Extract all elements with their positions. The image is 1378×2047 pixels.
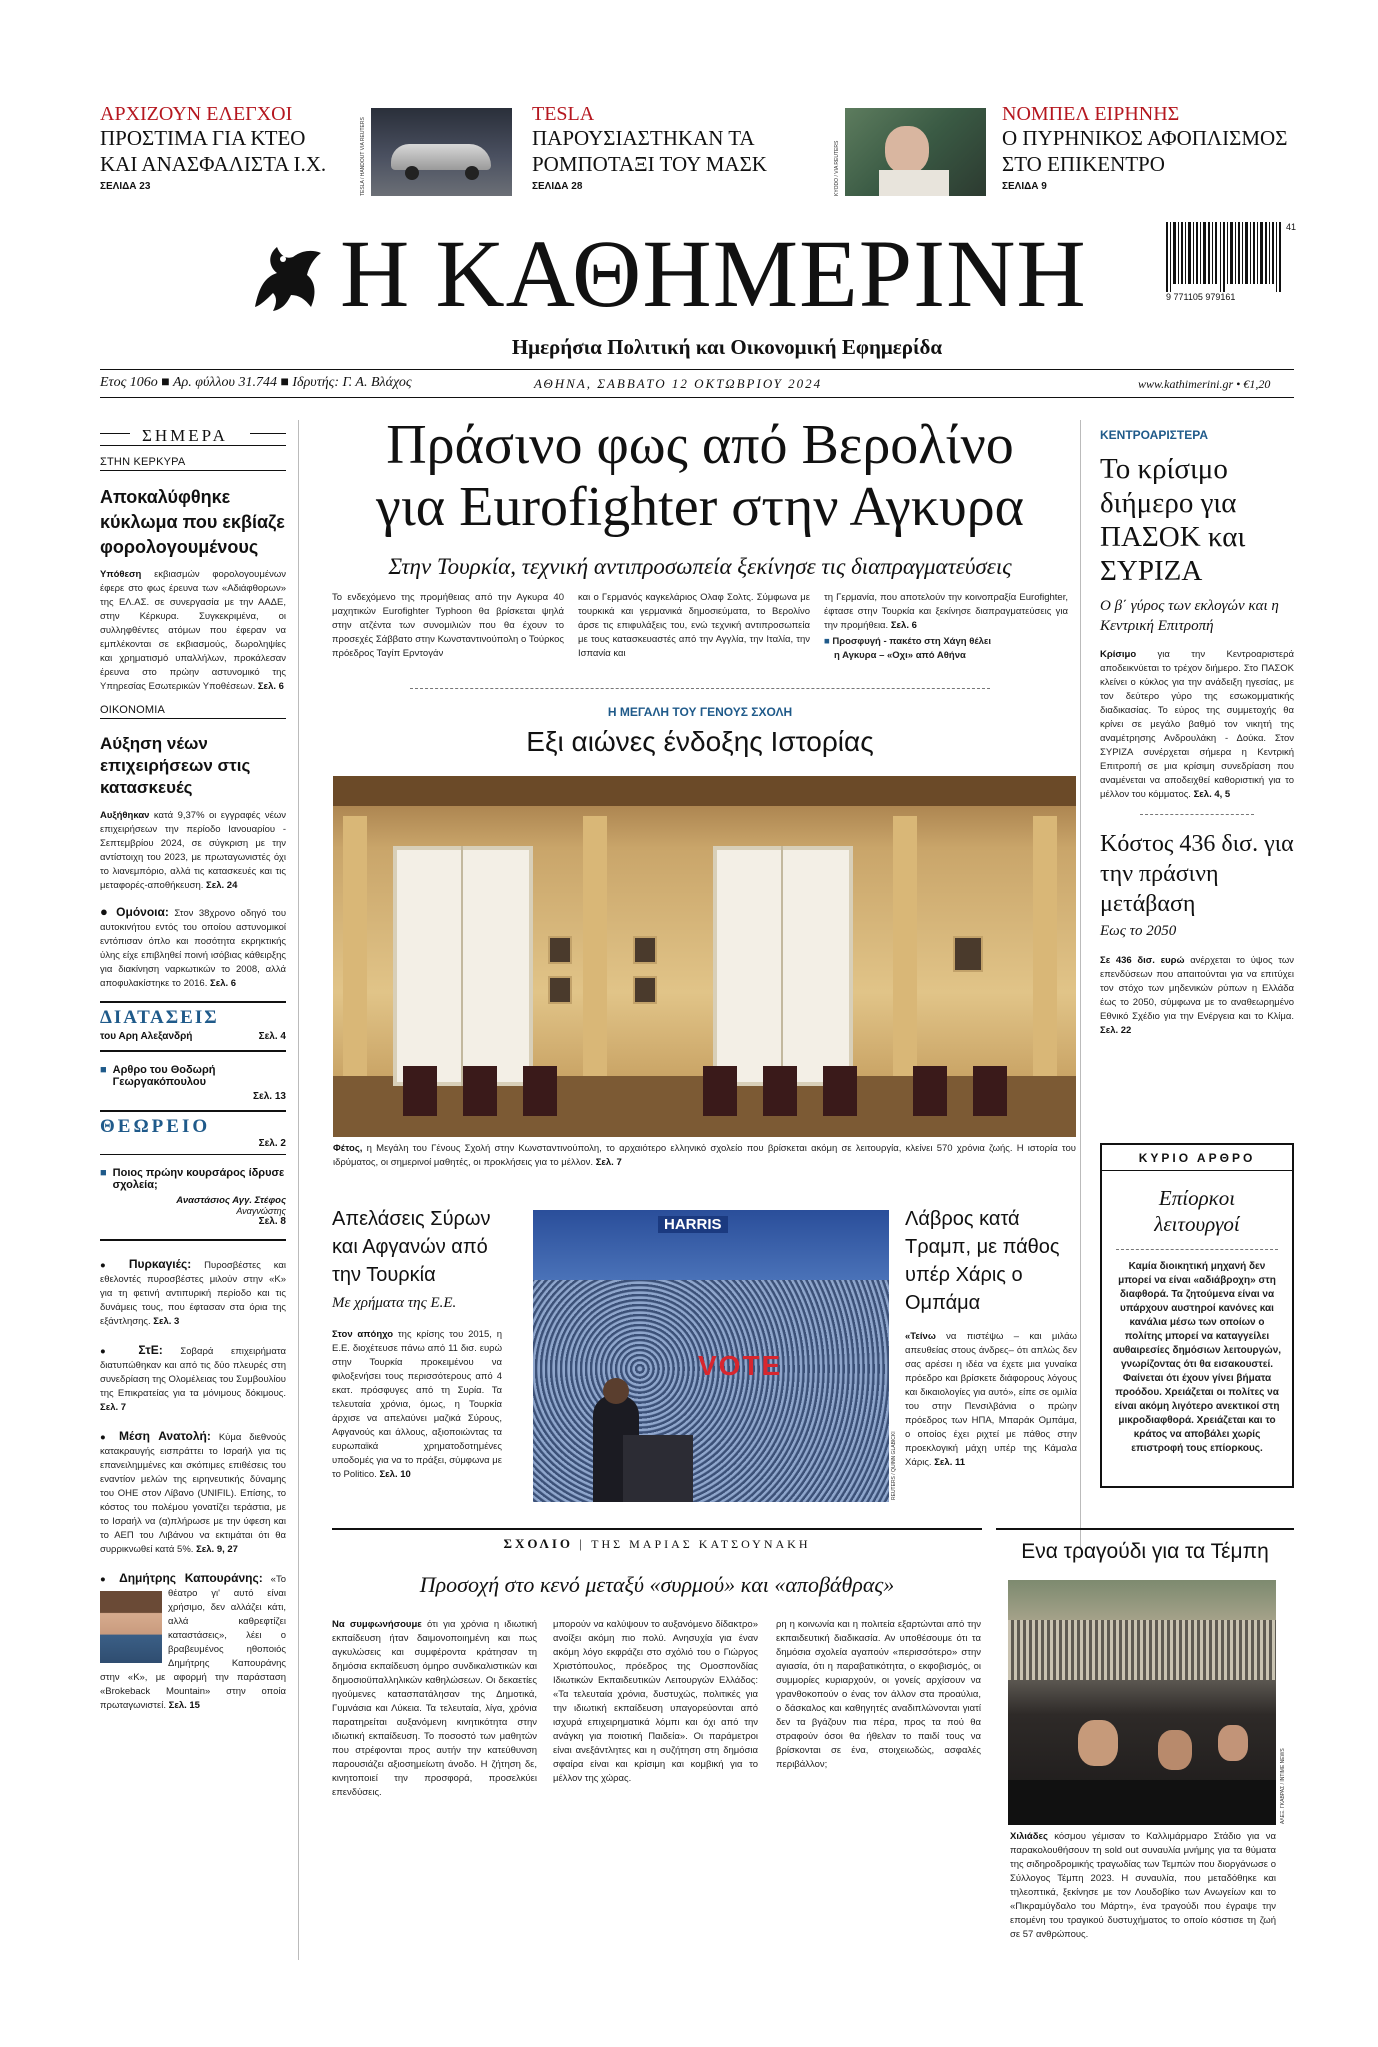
dateline-top-rule xyxy=(100,369,1294,370)
syrians-text: Στον απόηχο της κρίσης του 2015, η Ε.Ε. διοχέτευσε πάνω από 11 δισ. ευρώ στην Τουρκία προκειμένου να φιλοξενήσει τους περισσότερους από 4 εκατ. πρόσφυγες από τη Συρία. Τα τελευταία χρόνια, όμως, η Τουρκία άρχισε να απελαύνει μαζικά Σύρους, Αφγανούς και άλλους, αξιοποιώντας τα ευρωπαϊκά χρηματοδοτημένες υποδομές για να το πράξει, σύμφωνα με το Politico. Σελ. 10 xyxy=(332,1329,502,1480)
tempi-photo xyxy=(1008,1580,1276,1825)
teaser-page: ΣΕΛΙΔΑ 23 xyxy=(100,181,151,192)
teaser-title: ΠΑΡΟΥΣΙΑΣΤΗΚΑΝ ΤΑ ΡΟΜΠΟΤΑΞΙ ΤΟΥ ΜΑΣΚ xyxy=(532,126,767,176)
syrians-headline[interactable]: Απελάσεις Σύρων και Αφγανών από την Τουρκία xyxy=(332,1208,491,1286)
teaser-2[interactable] xyxy=(532,103,822,192)
lead-subtitle: Στην Τουρκία, τεχνική αντιπροσωπεία ξεκίνησε τις διαπραγματεύσεις xyxy=(388,554,1012,579)
left-column xyxy=(100,420,286,1713)
masthead-subtitle: Ημερήσια Πολιτική και Οικονομική Εφημερίδα xyxy=(511,335,943,359)
story-text: Υπόθεση εκβιασμών φορολογουμένων έφερε στο φως έρευνα των «Αδιάφθορων» της ΕΛ.ΑΣ. σε συνεργασία με την ΑΑΔΕ, στην Κέρκυρα. Συγκεκριμένα, οι συλληφθέντες ατόμων που έφεραν να εμπλέκονται σε εκβιασμούς, δωροληψίες και χρηματισμό υπαλλήλων, προκάλεσαν έρευνα στο πρώην αστυνομικό της Υπηρεσίας Εσωτερικών Υποθέσεων. Σελ. 6 xyxy=(100,569,287,692)
right-subtitle: Ο β΄ γύρος των εκλογών και η Κεντρική Επιτροπή xyxy=(1100,598,1279,634)
editorial-label: ΚΥΡΙΟ ΑΡΘΡΟ xyxy=(1102,1145,1292,1171)
right-text-2: Σε 436 δισ. ευρώ ανέρχεται το ύψος των επενδύσεων που απαιτούνται για να επιτύχει τον στόχο των μηδενικών ρύπων η Ελλάδα έως το 2050, σύμφωνα με το αναθεωρημένο Εθνικό Σχέδιο για την Ενέργεια και το Κλίμα. Σελ. 22 xyxy=(1100,955,1294,1036)
section-label: ΣΤΗΝ ΚΕΡΚΥΡΑ xyxy=(100,456,286,471)
theorio-item-page[interactable]: Σελ. 8 xyxy=(258,1216,286,1227)
obama-headline[interactable]: Λάβρος κατά Τραμπ, με πάθος υπέρ Χάρις ο Ομπάμα xyxy=(905,1208,1060,1314)
tempi-text: Χιλιάδες κόσμου γέμισαν το Καλλιμάρμαρο Στάδιο για να παρακολουθήσουν τη sold out συναυλία μνήμης για τα θύματα της σιδηροδρομικής τραγωδίας των Τεμπών που διοργάνωσε ο Σύλλογος Τέμπη 2023. Η συναυλία, που μεταδόθηκε και τηλεοπτικά, ξεκίνησε με τον Λουδοβίκο των Ανωγείων και το «Πικραμύγδαλο του Μάρτη», ένα τραγούδι που έγραψε την επομένη του τραγικού δυστυχήματος το οποίο κόστισε τη ζωή σε 57 ανθρώπους. xyxy=(1010,1831,1276,1940)
obama-photo xyxy=(533,1210,889,1502)
diatasis-row: του Αρη Αλεξανδρή Σελ. 4 xyxy=(100,1031,286,1042)
related-link[interactable]: η Αγκυρα – «Οχι» από Αθήνα xyxy=(834,650,966,661)
bullet-item: ● Πυρκαγιές: Πυροσβέστες και εθελοντές πυροσβέστες μιλούν στην «Κ» για τη φετινή αντιπυρική περίοδο και τις δυνάμεις τους, που έφτασαν στα όρια της εξάντλησης. Σελ. 3 xyxy=(100,1257,286,1327)
obama-text: «Τείνω να πιστέψω – και μιλάω απευθείας στους άνδρες– ότι απλώς δεν σας αρέσει η ιδέα να έχετε μια γυναίκα πρόεδρο και βρίσκετε διάφορους λόγους και δικαιολογίες για αυτό», είπε σε ομιλία του στην Πενσιλβάνια ο πρώην πρόεδρος των ΗΠΑ, Μπαράκ Ομπάμα, ο οποίος έχει ριχτεί με πάθος στην προεκλογική μάχη υπέρ της Κάμαλα Χάρις. Σελ. 11 xyxy=(905,1331,1077,1468)
right-subtitle-2: Εως το 2050 xyxy=(1100,923,1177,939)
comment-top-rule xyxy=(332,1528,982,1530)
harris-sign: HARRIS xyxy=(658,1216,728,1233)
teaser-page: ΣΕΛΙΔΑ 9 xyxy=(1002,181,1047,192)
griffin-logo-icon xyxy=(247,237,327,317)
lead-headline-line2: για Eurofighter στην Αγκυρα xyxy=(375,476,1025,538)
article-item[interactable]: ■ Αρθρο του Θοδωρή Γεωργακόπουλου xyxy=(100,1064,216,1088)
comment-header: ΣΧΟΛΙΟ | ΤΗΣ ΜΑΡΙΑΣ ΚΑΤΣΟΥΝΑΚΗ xyxy=(503,1536,811,1551)
right-column xyxy=(1100,428,1294,1038)
comment-label: ΣΧΟΛΙΟ xyxy=(503,1536,574,1551)
comment-title[interactable]: Προσοχή στο κενό μεταξύ «συρμού» και «αποβάθρας» xyxy=(419,1572,895,1597)
comment-col-3: ρη η κοινωνία και η πολιτεία εξαρτώνται από την εκπαιδευτική διαδικασία. Αν υποθέσουμε ότι τα δημόσια σχολεία αγαπούν «περισσότερο» στην αγιασία, ότι η παραβατικότητα, ο εκφοβισμός, οι συμμορίες κυριαρχούν, οι γονείς αρχίσουν να γρανθοκοπούν ο ένας τον άλλον στα προαύλια, ο δάσκαλος και καθηγητές αναδιπλώνονται γιατί δεν τα βγάζουν πια πέρα, προς τα πού θα στραφούν όσοι θα ήθελαν το παιδί τους να βρίσκονται σε ένα, στοιχειωδώς, ασφαλές περιβάλλον; xyxy=(776,1619,981,1770)
photo-credit: REUTERS / QUINN GLABICKI xyxy=(891,1431,897,1500)
dateline-center: ΑΘΗΝΑ, ΣΑΒΒΑΤΟ 12 ΟΚΤΩΒΡΙΟΥ 2024 xyxy=(534,376,823,391)
right-divider xyxy=(1080,420,1081,1550)
today-label: ΣΗΜΕΡΑ xyxy=(142,426,228,445)
story-headline[interactable]: Αποκαλύφθηκε κύκλωμα που εκβίαζε φορολογουμένους xyxy=(100,487,285,557)
photo-credit: KYODO / VIA REUTERS xyxy=(834,140,840,196)
teaser-1[interactable] xyxy=(100,103,340,192)
teaser-kicker: ΝΟΜΠΕΛ ΕΙΡΗΝΗΣ xyxy=(1002,103,1180,125)
bullet-item: ● ΣτΕ: Σοβαρά επιχειρήματα διατυπώθηκαν και από τις δύο πλευρές στη συνεδρίαση της Ολομέλειας του Συμβουλίου της Επικρατείας για τα μόνιμους δόκιμους. Σελ. 7 xyxy=(100,1343,287,1413)
comment-col-2: μπορούν να καλύψουν το αυξανόμενο δίδακτρο» ανοίξει ακόμη πιο πολύ. Ανησυχία για έναν ακόμη λόγο εκφράζει στο σχόλιό του ο Γιώργος Χριστόπουλος, πρόεδρος της Ομοσπονδίας Ιδιωτικών Εκπαιδευτικών Λειτουργών Ελλάδος: «Τα τελευταία χρόνια, δυστυχώς, πολιτικές για την ιδιωτική εκπαίδευση υπαγορεύονται από ισχυρά επιχειρηματικά λόμπι και όχι από την ανάγκη για ποιοτική Παιδεία». Οι παράμετροι είναι ανεξάντλητες και η συζήτηση στη δημόσια σφαίρα είναι και κρίσιμη και κομβική για το μέλλον της χώρας. xyxy=(553,1619,758,1784)
related-link[interactable]: ■ Προσφυγή - πακέτο στη Χάγη θέλει xyxy=(824,636,992,647)
lead-col-1: Το ενδεχόμενο της προμήθειας από την Αγκυρα 40 μαχητικών Eurofighter Typhoon θα βρίσκεται ψηλά στην ατζέντα των συνομιλιών που θα έχουν το προσεχές Σάββατο στην Κωνσταντινούπολη ο Τούρκος πρόεδρος Ταγίπ Ερντογάν xyxy=(332,592,564,659)
editorial-title[interactable]: Επίορκοι λειτουργοί xyxy=(1154,1186,1240,1236)
editorial-box xyxy=(1100,1143,1294,1488)
theorio-author: Αναστάσιος Αγγ. Στέφος xyxy=(176,1195,286,1206)
tempi-title[interactable]: Ενα τραγούδι για τα Τέμπη xyxy=(1021,1540,1269,1563)
feature-caption: Φέτος, η Μεγάλη του Γένους Σχολή στην Κωνσταντινούπολη, το αρχαιότερο ελληνικό σχολείο που βρίσκεται ακόμη σε λειτουργία, κλείνει 570 χρόνια ζωής. Η ιστορία του ιδρύματος, οι σημερινοί μαθητές, οι προκλήσεις για το μέλλον. Σελ. 7 xyxy=(333,1143,1076,1168)
theorio-role: Αναγνώστης xyxy=(236,1206,286,1216)
barcode-issue: 41 xyxy=(1286,222,1297,232)
photo-credit: TESLA / HANDOUT VIA REUTERS xyxy=(360,117,366,196)
teaser-photo-tesla xyxy=(371,108,512,196)
article-page[interactable]: Σελ. 13 xyxy=(253,1091,286,1102)
robotaxi-shape xyxy=(391,144,491,170)
right-text: Κρίσιμο για την Κεντροαριστερά αποδεικνύεται το τρέχον διήμερο. Στο ΠΑΣΟΚ κλείνει ο κύκλος για την ανάδειξη ηγεσίας, με τον δεύτερο γύρο της εσωκομματικής διαδικασίας. Το εύρος της συμμετοχής θα κρίνει σε μεγάλο βαθμό τον νικητή της αναμέτρησης Ανδρουλάκη - Δούκα. Στον ΣΥΡΙΖΑ συνέρχεται σήμερα η Κεντρική Επιτροπή σε μια κρίσιμη συνεδρίαση που αναμένεται να αποδειχθεί καθοριστική για το μέλλον του κόμματος. Σελ. 4, 5 xyxy=(1100,649,1295,800)
door-right xyxy=(713,846,853,1086)
photo-credit: ΑΛΕΞ. ΓΚΑΒΡΑΣ / INTIME NEWS xyxy=(1280,1748,1286,1824)
comment-author: ΤΗΣ ΜΑΡΙΑΣ ΚΑΤΣΟΥΝΑΚΗ xyxy=(591,1537,811,1551)
avatar xyxy=(100,1591,162,1663)
lead-headline-line1: Πράσινο φως από Βερολίνο xyxy=(386,414,1014,476)
door-left xyxy=(393,846,533,1086)
feature-photo xyxy=(333,776,1076,1137)
right-kicker: ΚΕΝΤΡΟΑΡΙΣΤΕΡΑ xyxy=(1100,428,1208,442)
right-headline[interactable]: Το κρίσιμο διήμερο για ΠΑΣΟΚ και ΣΥΡΙΖΑ xyxy=(1100,453,1246,587)
teaser-3[interactable] xyxy=(1002,103,1302,192)
theorio-item[interactable]: ■ Ποιος πρώην κουρσάρος ίδρυσε σχολεία; xyxy=(100,1167,285,1191)
editorial-text: Καμία διοικητική μηχανή δεν μπορεί να είναι «αδιάβροχη» στη διαφθορά. Τα ζητούμενα είναι να υπάρχουν αυστηροί κανόνες και κανάλια μέσω των οποίων ο πολίτης μπορεί να καταγγείλει αυθαιρεσίες δημόσιων λειτουργών, γνωρίζοντας ότι θα εισακουστεί. Φαίνεται ότι έχουν γίνει βήματα προόδου. Χρειάζεται οι πολίτες να είναι ακόμη λιγότερο ανεκτικοί στη μικροδιαφθορά. Χρειάζεται και το κράτος να αποβάλει χωρίς επιστροφή τους επίορκους. xyxy=(1112,1261,1282,1454)
lead-separator xyxy=(410,688,990,689)
bullet-item: ● Μέση Ανατολή: Κύμα διεθνούς κατακραυγής εισπράττει το Ισραήλ για τις επανειλημμένες και σκόπιμες επιθέσεις του εναντίον μελών της ειρηνευτικής δύναμης του ΟΗΕ στον Λίβανο (UNIFIL). Επίσης, το κόστος του πολέμου γονατίζει τεράστια, με το Ισραήλ να (α)πλήρωσε με την ύφεση και το ΑΕΠ του Λιβάνου να εκτιμάται ότι θα συρρικνωθεί κατά 5%. Σελ. 9, 27 xyxy=(100,1429,286,1555)
dateline-bottom-rule xyxy=(100,397,1294,398)
comment-col-1: Να συμφωνήσουμε ότι για χρόνια η ιδιωτική εκπαίδευση ήταν δαιμονοποιημένη και πως αγκυλώσεις και συμφέροντα κράτησαν τη δημόσια εκπαίδευση όμηρο συνδικαλιστικών και δημοσιοϋπαλληλικών καθηλώσεων. Οι δεκαετίες ηγούμενες κατασπατάλησαν της Δημοτικά, Γυμνάσια και Λύκεια. Τα τελευταία, λίγα, χρόνια παρατηρείται αυξανόμενη κινητικότητα στην ιδιωτική εκπαίδευση. Το ποσοστό των μαθητών που στρέφονται προς αυτήν την κατεύθυνση παρουσιάζει αξιοσημείωτη άνοδο. Η ζήτηση δε, κινητοποιεί την προσφορά, προσελκύει επενδύσεις. xyxy=(332,1619,537,1798)
bullet-item: ● Δημήτρης Καπουράνης: «Το θέατρο γι' αυτό είναι χρήσιμο, δεν αλλάζει κάτι, αλλά καθρεφτίζει καταστάσεις», λέει ο βραβευμένος ηθοποιός Δημήτρης Καπουράνης στην «Κ», με αφορμή την παράσταση «Brokeback Mountain» στην οποία πρωταγωνιστεί. Σελ. 15 xyxy=(100,1571,286,1711)
feature-title[interactable]: Εξι αιώνες ένδοξης Ιστορίας xyxy=(526,726,874,757)
story-text: Αυξήθηκαν κατά 9,37% οι εγγραφές νέων επιχειρήσεων την περίοδο Ιανουαρίου - Σεπτεμβρίου 2024, σε σύγκριση με την αντίστοιχη του 2023, με πρωταγωνιστές όχι το λιανεμπόριο, αλλά τις κατασκευές και τις μεταφορές-αποθήκευση. Σελ. 24 xyxy=(100,810,287,891)
lead-col-3: τη Γερμανία, που αποτελούν την κοινοπραξία Eurofighter, έφτασε στην Τουρκία και ξεκίνησε διαπραγματεύσεις για την προμήθεια. Σελ. 6 ■ Προσφυγή - πακέτο στη Χάγη θέλει η Αγκυρα – «Οχι» από Αθήνα xyxy=(824,592,1068,661)
teaser-title: Ο ΠΥΡΗΝΙΚΟΣ ΑΦΟΠΛΙΣΜΟΣ ΣΤΟ ΕΠΙΚΕΝΤΡΟ xyxy=(1002,126,1288,176)
section-label: ΟΙΚΟΝΟΜΙΑ xyxy=(100,704,286,719)
vote-sign: VOTE xyxy=(698,1350,783,1381)
teaser-title: ΠΡΟΣΤΙΜΑ ΓΙΑ ΚΤΕΟ ΚΑΙ ΑΝΑΣΦΑΛΙΣΤΑ Ι.Χ. xyxy=(100,126,327,176)
lead-col-2: και ο Γερμανός καγκελάριος Ολαφ Σολτς. Σύμφωνα με τουρκικά και γερμανικά δημοσιεύματα, το Βερολίνο άρσε τις επιφυλάξεις του, ενώ τεχνική αντιπροσωπεία με τους κατασκευαστές από την Αγγλία, την Ιταλία, την Ισπανία και xyxy=(578,592,810,659)
teaser-kicker: ΑΡΧΙΖΟΥΝ ΕΛΕΓΧΟΙ xyxy=(100,103,293,125)
bullet-item: ● Ομόνοια: Στον 38χρονο οδηγό του αυτοκινήτου εντός του οποίου αστυνομικοί εντόπισαν όπλο και ποσότητα εκρηκτικής ύλης είχε επιβληθεί ποινή ισόβιας κάθειρξης για διακίνηση ναρκωτικών το 2008, αλλά αποφυλακίστηκε το 2016. Σελ. 6 xyxy=(100,904,287,989)
lead-headline[interactable] xyxy=(320,414,1080,538)
diatasis-label[interactable]: ΔΙΑΤΑΣΕΙΣ xyxy=(100,1007,219,1028)
barcode-bars xyxy=(1166,222,1284,292)
feature-kicker: Η ΜΕΓΑΛΗ ΤΟΥ ΓΕΝΟΥΣ ΣΧΟΛΗ xyxy=(607,705,793,719)
dateline-right[interactable]: www.kathimerini.gr • €1,20 xyxy=(1138,377,1271,391)
masthead-title: Η ΚΑΘΗΜΕΡΙΝΗ xyxy=(340,220,1087,327)
teaser-page: ΣΕΛΙΔΑ 28 xyxy=(532,181,583,192)
barcode xyxy=(1166,222,1296,306)
teaser-kicker: TESLA xyxy=(532,103,595,125)
dateline-left: Ετος 106ο ■ Αρ. φύλλου 31.744 ■ Ιδρυτής: Γ. Α. Βλάχος xyxy=(100,375,412,390)
today-header xyxy=(100,420,286,446)
story-headline[interactable]: Αύξηση νέων επιχειρήσεων στις κατασκευές xyxy=(100,734,251,797)
right-headline-2[interactable]: Κόστος 436 δισ. για την πράσινη μετάβαση xyxy=(1100,831,1294,917)
barcode-number: 9 771105 979161 xyxy=(1166,292,1236,302)
teaser-photo-nobel xyxy=(845,108,986,196)
theorio-label[interactable]: ΘΕΩΡΕΙΟ xyxy=(100,1116,211,1137)
podium xyxy=(623,1435,693,1502)
theorio-page[interactable]: Σελ. 2 xyxy=(258,1138,286,1149)
left-divider xyxy=(298,420,299,1960)
syrians-subtitle: Με χρήματα της Ε.Ε. xyxy=(332,1295,457,1311)
